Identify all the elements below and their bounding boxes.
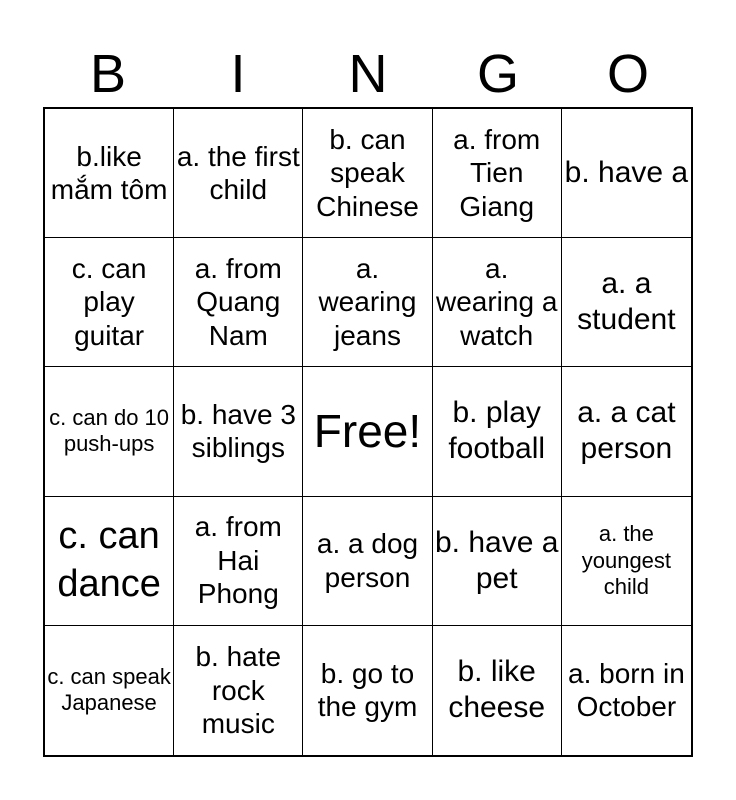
header-letter-i: I: [230, 44, 246, 104]
bingo-header: [43, 40, 693, 108]
bingo-cell[interactable]: b. hate rock music: [174, 626, 303, 755]
bingo-cell[interactable]: c. can speak Japanese: [45, 626, 174, 755]
bingo-cell[interactable]: a. wearing a watch: [433, 238, 562, 367]
bingo-cell[interactable]: a. the first child: [174, 109, 303, 238]
bingo-cell[interactable]: b. play football: [433, 367, 562, 496]
free-space-cell[interactable]: Free!: [303, 367, 432, 496]
bingo-cell[interactable]: b.like mắm tôm: [45, 109, 174, 238]
bingo-cell[interactable]: a. a dog person: [303, 497, 432, 626]
bingo-cell[interactable]: b. have 3 siblings: [174, 367, 303, 496]
bingo-cell[interactable]: a. from Hai Phong: [174, 497, 303, 626]
bingo-cell[interactable]: b. can speak Chinese: [303, 109, 432, 238]
bingo-cell[interactable]: a. a cat person: [562, 367, 691, 496]
bingo-cell[interactable]: b. go to the gym: [303, 626, 432, 755]
bingo-cell[interactable]: a. from Quang Nam: [174, 238, 303, 367]
bingo-cell[interactable]: b. have a: [562, 109, 691, 238]
header-letter-b: B: [89, 44, 127, 104]
bingo-cell[interactable]: b. like cheese: [433, 626, 562, 755]
header-letter-n: N: [348, 44, 388, 104]
bingo-cell[interactable]: a. the youngest child: [562, 497, 691, 626]
header-letter-o: O: [606, 44, 649, 104]
bingo-cell[interactable]: a. born in October: [568, 657, 685, 723]
bingo-cell[interactable]: c. can dance: [45, 497, 174, 626]
bingo-cell[interactable]: c. can do 10 push-ups: [45, 367, 174, 496]
bingo-cell[interactable]: a. wearing jeans: [303, 238, 432, 367]
bingo-grid: [43, 107, 693, 757]
header-letter-g: G: [476, 44, 519, 104]
bingo-cell[interactable]: a. from Tien Giang: [433, 109, 562, 238]
bingo-cell[interactable]: c. can play guitar: [45, 238, 174, 367]
bingo-cell[interactable]: a. a student: [562, 238, 691, 367]
bingo-cell[interactable]: b. have a pet: [433, 497, 562, 626]
